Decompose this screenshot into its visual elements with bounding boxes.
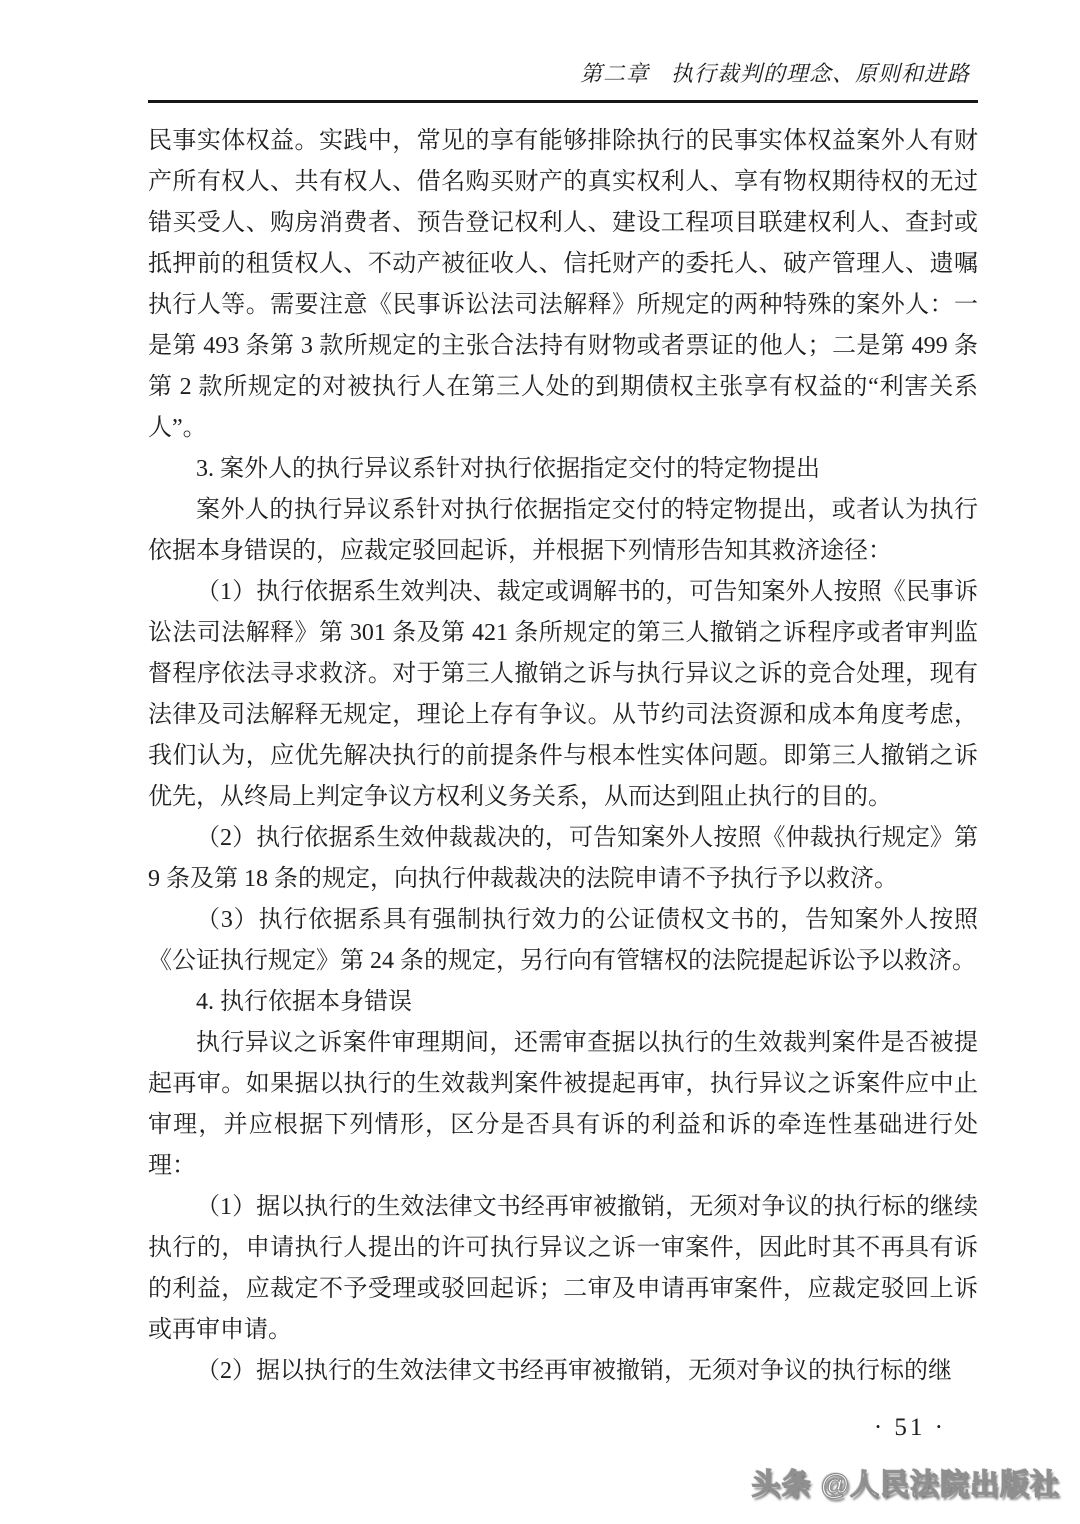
header-rule bbox=[148, 100, 978, 103]
chapter-number: 第二章 bbox=[579, 61, 649, 86]
chapter-title: 执行裁判的理念、原则和进路 bbox=[670, 61, 970, 86]
section-heading-4: 4. 执行依据本身错误 bbox=[196, 989, 412, 1015]
section-heading-3: 3. 案外人的执行异议系针对执行依据指定交付的特定物提出 bbox=[196, 456, 820, 482]
list-item-1b: （1）据以执行的生效法律文书经再审被撤销，无须对争议的执行标的继续执行的，申请执行人提出的许可执行异议之诉一审案件，因此时其不再具有诉的利益，应裁定不予受理或驳回起诉；二审及申请再审案件，应裁定驳回上诉或再审申请。 bbox=[148, 1194, 978, 1343]
running-header bbox=[580, 60, 970, 88]
page-body bbox=[148, 121, 978, 1392]
list-item-3: （3）执行依据系具有强制执行效力的公证债权文书的，告知案外人按照《公证执行规定》第 24 条的规定，另行向有管辖权的法院提起诉讼予以救济。 bbox=[148, 907, 978, 974]
list-item-2b-cutoff: （2）据以执行的生效法律文书经再审被撤销，无须对争议的执行标的继 bbox=[196, 1358, 952, 1384]
publisher-watermark: 头条 @人民法院出版社 bbox=[751, 1469, 1060, 1501]
paragraph-continuation: 民事实体权益。实践中，常见的享有能够排除执行的民事实体权益案外人有财产所有权人、共有权人、借名购买财产的真实权利人、享有物权期待权的无过错买受人、购房消费者、预告登记权利人、建设工程项目联建权利人、查封或抵押前的租赁权人、不动产被征收人、信托财产的委托人、破产管理人、遗嘱执行人等。需要注意《民事诉讼法司法解释》所规定的两种特殊的案外人：一是第 493 条第 3 款所规定的主张合法持有财物或者票证的他人；二是第 499 条第 2 款所规定的对被执行人在第三人处的到期债权主张享有权益的“利害关系人”。 bbox=[148, 128, 978, 441]
list-item-1: （1）执行依据系生效判决、裁定或调解书的，可告知案外人按照《民事诉讼法司法解释》第 301 条及第 421 条所规定的第三人撤销之诉程序或者审判监督程序依法寻求救济。对于第三人撤销之诉与执行异议之诉的竞合处理，现有法律及司法解释无规定，理论上存有争议。从节约司法资源和成本角度考虑，我们认为，应优先解决执行的前提条件与根本性实体问题。即第三人撤销之诉优先，从终局上判定争议方权利义务关系，从而达到阻止执行的目的。 bbox=[148, 579, 978, 810]
paragraph: 执行异议之诉案件审理期间，还需审查据以执行的生效裁判案件是否被提起再审。如果据以执行的生效裁判案件被提起再审，执行异议之诉案件应中止审理，并应根据下列情形，区分是否具有诉的利益和诉的牵连性基础进行处理： bbox=[148, 1030, 978, 1179]
paragraph: 案外人的执行异议系针对执行依据指定交付的特定物提出，或者认为执行依据本身错误的，应裁定驳回起诉，并根据下列情形告知其救济途径： bbox=[148, 497, 978, 564]
page-number: · 51 · bbox=[873, 1414, 946, 1441]
list-item-2: （2）执行依据系生效仲裁裁决的，可告知案外人按照《仲裁执行规定》第 9 条及第 18 条的规定，向执行仲裁裁决的法院申请不予执行予以救济。 bbox=[148, 825, 978, 892]
